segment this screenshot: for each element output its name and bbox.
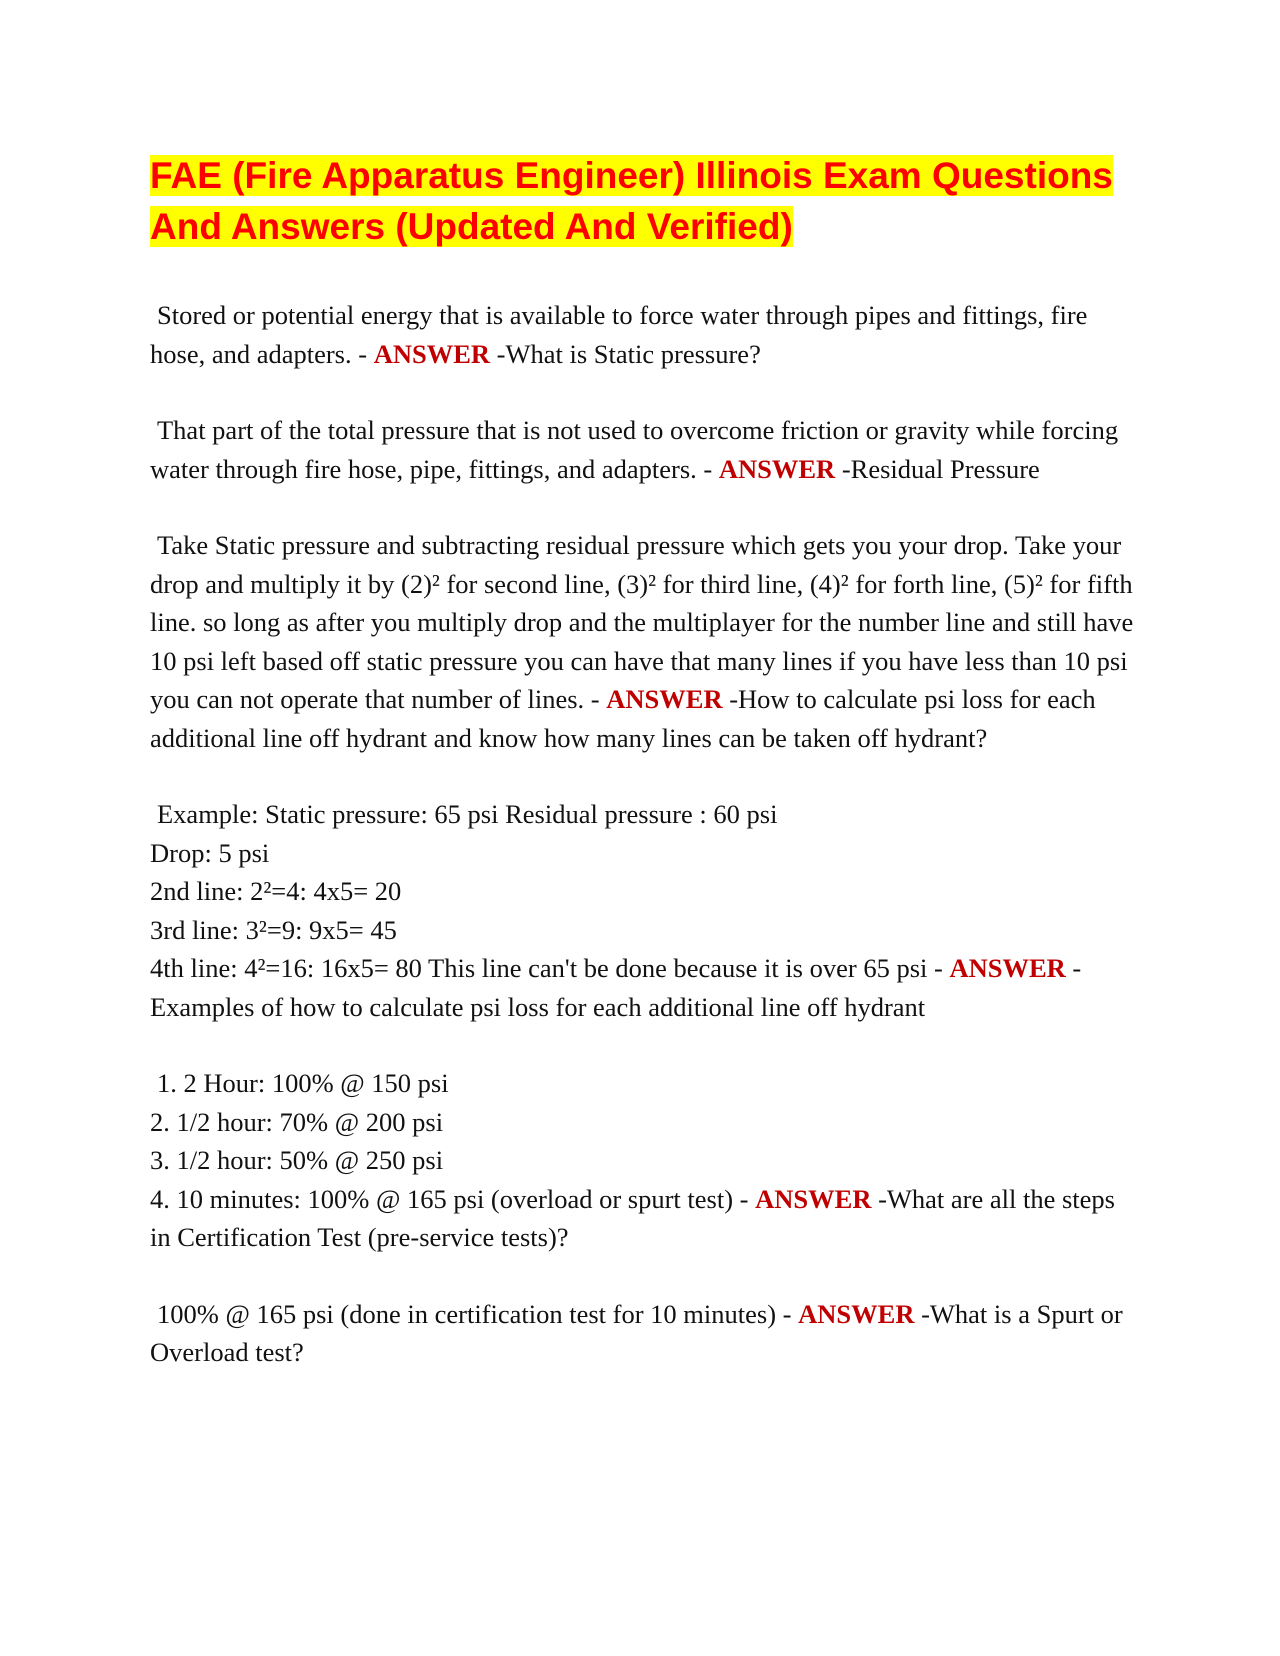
answer-label: ANSWER [606, 684, 723, 714]
answer-label: ANSWER [798, 1298, 915, 1329]
answer-label: ANSWER [718, 453, 836, 484]
answer-text: -What is a Spurt or Overload test? [150, 1298, 1123, 1367]
document-title [150, 150, 1140, 252]
answer-text: -What is Static pressure? [496, 338, 761, 369]
qa-item [150, 795, 1140, 1026]
question-line: 2nd line: 2²=4: 4x5= 20 [150, 876, 402, 906]
answer-label: ANSWER [755, 1183, 872, 1214]
answer-text: -What are all the steps in Certification Test (pre-service tests)? [150, 1183, 1115, 1252]
question-line: Example: Static pressure: 65 psi Residual pressure : 60 psi [157, 799, 778, 829]
question-line: 4th line: 4²=16: 16x5= 80 This line can't be done because it is over 65 psi - [150, 953, 943, 983]
question-line: Drop: 5 psi [150, 837, 270, 868]
question-text: Take Static pressure and subtracting residual pressure which gets you your drop. Take your drop and multiply it by (2)² for second line, (3)² for third line, (4)² for forth line, (5)² for fifth line. so long as after you multiply drop and the multiplayer for the number line and still have 10 psi left based off static pressure you can have that many lines if you have less than 10 psi you can not operate that number of lines. - [150, 530, 1134, 714]
answer-label: ANSWER [373, 338, 491, 369]
question-line: 2. 1/2 hour: 70% @ 200 psi [150, 1106, 444, 1137]
question-line: 4. 10 minutes: 100% @ 165 psi (overload or spurt test) - [150, 1183, 749, 1214]
document-page [150, 150, 1140, 1410]
qa-item [150, 411, 1140, 488]
qa-item [150, 1295, 1140, 1372]
answer-text: -Examples of how to calculate psi loss for each additional line off hydrant [150, 953, 1082, 1022]
question-line: 3rd line: 3²=9: 9x5= 45 [150, 914, 397, 945]
question-line: 3. 1/2 hour: 50% @ 250 psi [150, 1145, 444, 1175]
answer-text: -Residual Pressure [841, 453, 1040, 484]
question-text: Stored or potential energy that is available to force water through pipes and fittings, fire hose, and adapters. - [150, 300, 1088, 369]
qa-item [150, 296, 1140, 373]
title-highlight: FAE (Fire Apparatus Engineer) Illinois Exam Questions And Answers (Updated And Verified) [150, 155, 1113, 247]
qa-item [150, 1064, 1140, 1257]
question-text: That part of the total pressure that is not used to overcome friction or gravity while forcing water through fire hose, pipe, fittings, and adapters. - [150, 415, 1119, 484]
qa-item [150, 526, 1140, 757]
answer-text: -How to calculate psi loss for each additional line off hydrant and know how many lines can be taken off hydrant? [150, 684, 1096, 753]
question-line: 1. 2 Hour: 100% @ 150 psi [157, 1068, 449, 1098]
question-text: 100% @ 165 psi (done in certification test for 10 minutes) - [157, 1298, 792, 1329]
answer-label: ANSWER [949, 953, 1066, 983]
